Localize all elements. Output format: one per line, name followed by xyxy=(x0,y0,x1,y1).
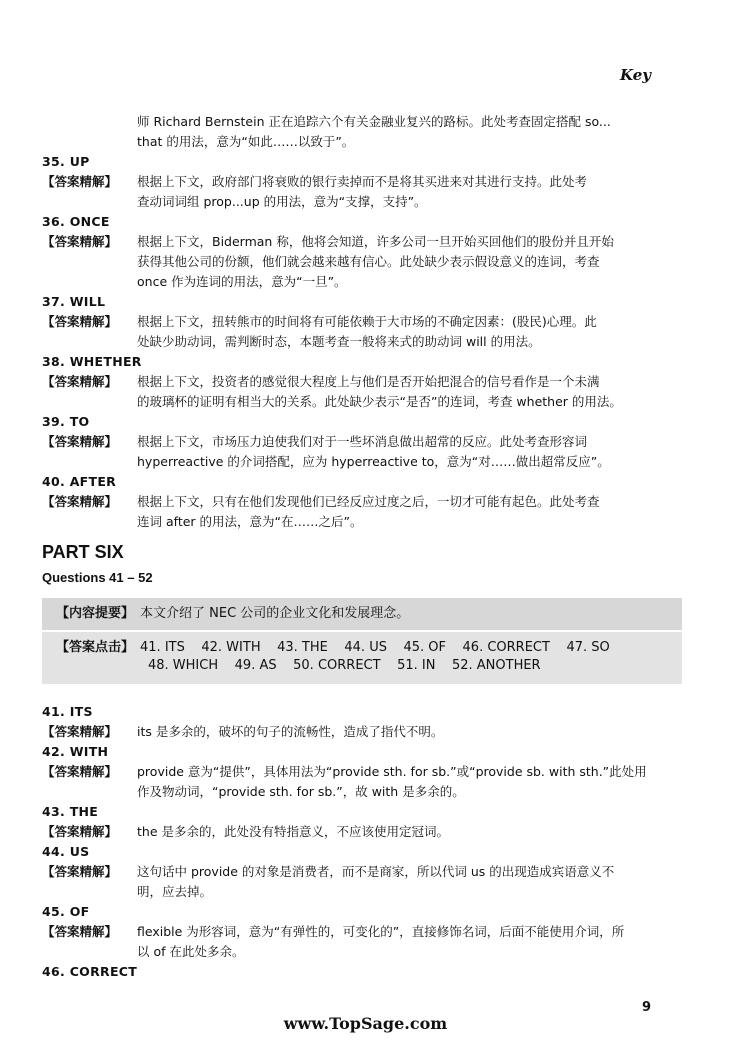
answer-explanation xyxy=(42,232,654,292)
question-number: 41. ITS xyxy=(42,704,93,719)
summary-box xyxy=(42,598,682,630)
answer-explanation xyxy=(42,722,654,742)
question-number: 40. AFTER xyxy=(42,474,117,489)
explanation-line: 的玻璃杯的证明有相当大的关系。此处缺少表示“是否”的连词，考查 whether 的用法。 xyxy=(137,394,622,409)
answer-explanation xyxy=(42,172,654,212)
explanation-line: 处缺少助动词，需判断时态，本题考查一般将来式的助动词 will 的用法。 xyxy=(137,334,541,349)
answer-key-row xyxy=(56,636,610,655)
explanation-line: the 是多余的，此处没有特指意义，不应该使用定冠词。 xyxy=(137,824,449,839)
summary-text: 本文介绍了 NEC 公司的企业文化和发展理念。 xyxy=(140,606,410,621)
question-number: 39. TO xyxy=(42,414,90,429)
question-number: 43. THE xyxy=(42,804,99,819)
footer-url: www.TopSage.com xyxy=(283,1014,448,1033)
answer-key-label: 【答案点击】 xyxy=(56,640,135,655)
continued-explanation xyxy=(42,112,654,152)
answer-explanation xyxy=(42,862,654,902)
answer-label: 【答案精解】 xyxy=(42,924,118,939)
answer-label: 【答案精解】 xyxy=(42,494,118,509)
answer-explanation xyxy=(42,312,654,352)
question-number: 44. US xyxy=(42,844,90,859)
answer-explanation xyxy=(42,822,654,842)
page-number: 9 xyxy=(641,1000,651,1015)
answer-explanation xyxy=(42,372,654,412)
question-number: 37. WILL xyxy=(42,294,106,309)
explanation-line: 作及物动词，“provide sth. for sb.”，故 with 是多余的。 xyxy=(137,784,465,799)
explanation-line: provide 意为“提供”，具体用法为“provide sth. for sb.”或“provide sb. with sth.”此处用 xyxy=(137,764,647,779)
question-number: 46. CORRECT xyxy=(42,964,138,979)
question-number: 35. UP xyxy=(42,154,90,169)
part-subtitle: Questions 41 – 52 xyxy=(42,570,153,585)
answer-label: 【答案精解】 xyxy=(42,314,118,329)
summary-label: 【内容提要】 xyxy=(56,606,135,621)
explanation-line: 明，应去掉。 xyxy=(137,884,213,899)
answer-key-row xyxy=(148,658,541,673)
explanation-line: 根据上下文，投资者的感觉很大程度上与他们是否开始把混合的信号看作是一个未满 xyxy=(137,374,600,389)
answer-explanation xyxy=(42,762,654,802)
question-number: 36. ONCE xyxy=(42,214,110,229)
explanation-line: 师 Richard Bernstein 正在追踪六个有关金融业复兴的路标。此处考查固定搭配 so... xyxy=(137,114,611,129)
answer-explanation xyxy=(42,432,654,472)
answer-label: 【答案精解】 xyxy=(42,724,118,739)
explanation-line: 以 of 在此处多余。 xyxy=(137,944,245,959)
explanation-line: 获得其他公司的份额，他们就会越来越有信心。此处缺少表示假设意义的连词，考查 xyxy=(137,254,600,269)
answer-label: 【答案精解】 xyxy=(42,434,118,449)
explanation-line: 这句话中 provide 的对象是消费者，而不是商家，所以代词 us 的出现造成宾语意义不 xyxy=(137,864,615,879)
explanation-line: 根据上下文，Biderman 称，他将会知道，许多公司一旦开始买回他们的股份并且开始 xyxy=(137,234,614,249)
running-header-key: Key xyxy=(620,66,651,84)
explanation-line: 查动词词组 prop...up 的用法，意为“支撑，支持”。 xyxy=(137,194,427,209)
explanation-line: hyperreactive 的介词搭配，应为 hyperreactive to，意为“对……做出超常反应”。 xyxy=(137,454,610,469)
explanation-line: 根据上下文，政府部门将衰败的银行卖掉而不是将其买进来对其进行支持。此处考 xyxy=(137,174,588,189)
explanation-line: that 的用法，意为“如此……以致于”。 xyxy=(137,134,355,149)
answer-label: 【答案精解】 xyxy=(42,764,118,779)
answer-label: 【答案精解】 xyxy=(42,864,118,879)
explanation-line: flexible 为形容词，意为“有弹性的，可变化的”，直接修饰名词，后面不能使用介词，所 xyxy=(137,924,625,939)
explanation-line: 根据上下文，扭转熊市的时间将有可能依赖于大市场的不确定因素：(股民)心理。此 xyxy=(137,314,597,329)
explanation-line: 连词 after 的用法，意为“在……之后”。 xyxy=(137,514,363,529)
answer-key-values: 48. WHICH 49. AS 50. CORRECT 51. IN 52. ANOTHER xyxy=(148,658,541,673)
question-number: 38. WHETHER xyxy=(42,354,142,369)
part-title: PART SIX xyxy=(42,542,124,562)
answer-label: 【答案精解】 xyxy=(42,174,118,189)
answers-41-46 xyxy=(42,702,654,982)
answers-35-40 xyxy=(42,112,654,532)
answer-label: 【答案精解】 xyxy=(42,234,118,249)
answer-label: 【答案精解】 xyxy=(42,824,118,839)
answer-key-box xyxy=(42,632,682,684)
answer-explanation xyxy=(42,492,654,532)
explanation-line: 根据上下文，只有在他们发现他们已经反应过度之后，一切才可能有起色。此处考查 xyxy=(137,494,600,509)
explanation-line: 根据上下文，市场压力迫使我们对于一些坏消息做出超常的反应。此处考查形容词 xyxy=(137,434,588,449)
explanation-line: once 作为连词的用法，意为“一旦”。 xyxy=(137,274,347,289)
answer-key-values: 41. ITS 42. WITH 43. THE 44. US 45. OF 46. CORRECT 47. SO xyxy=(140,640,610,655)
answer-explanation xyxy=(42,922,654,962)
explanation-line: its 是多余的，破坏的句子的流畅性，造成了指代不明。 xyxy=(137,724,444,739)
question-number: 45. OF xyxy=(42,904,90,919)
question-number: 42. WITH xyxy=(42,744,109,759)
answer-label: 【答案精解】 xyxy=(42,374,118,389)
